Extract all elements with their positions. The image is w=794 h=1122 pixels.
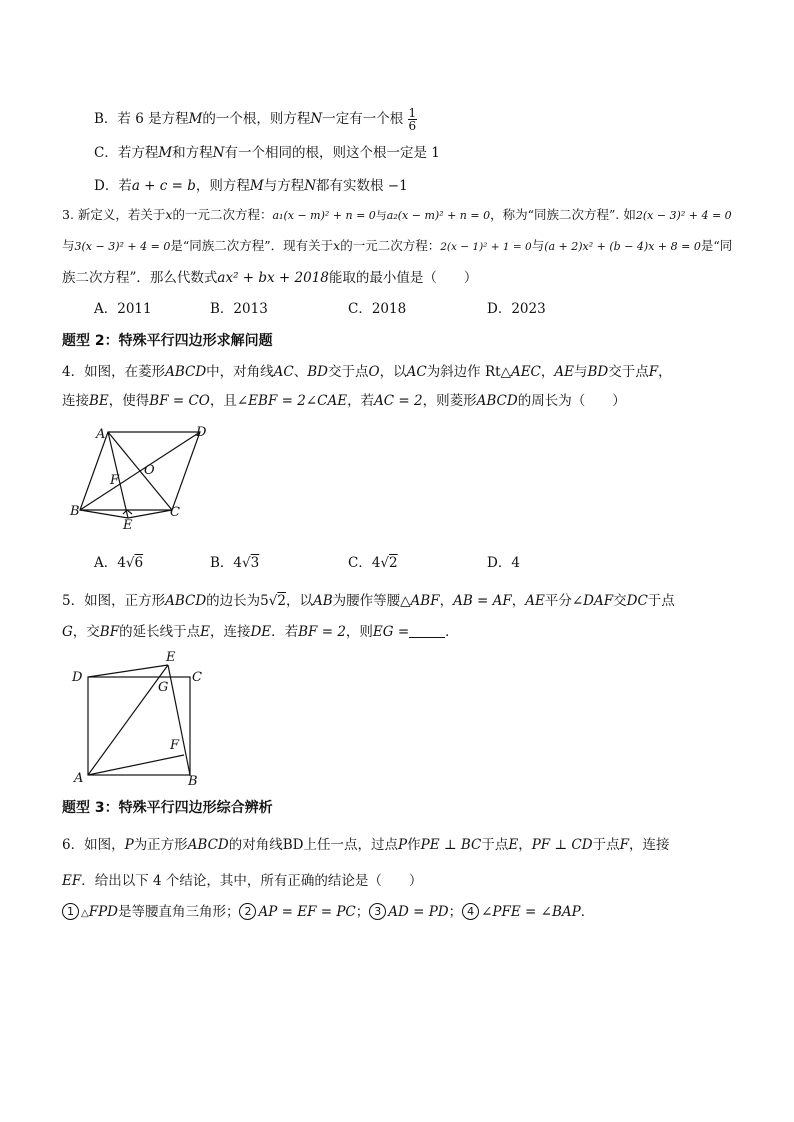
math: ∠EBF = 2∠CAE	[236, 393, 348, 409]
text: C．4	[348, 555, 381, 571]
section-heading-3: 题型 3：特殊平行四边形综合辨析	[62, 800, 273, 816]
q3-line-3	[62, 268, 477, 288]
var: AE	[525, 593, 545, 609]
option-label: D．	[94, 178, 119, 194]
text: 若方程	[117, 145, 159, 161]
text: ，以	[379, 364, 407, 380]
var: P	[124, 837, 134, 853]
var: BF	[99, 624, 120, 640]
option-a	[94, 553, 143, 573]
text: 平分	[544, 593, 572, 609]
text: 的一元二次方程：	[172, 207, 273, 222]
text: 的延长线于点	[119, 624, 201, 640]
text: ，连接	[209, 624, 251, 640]
text: 于点	[481, 837, 509, 853]
var: DC	[626, 593, 648, 609]
var: AB	[312, 593, 333, 609]
text: ，	[518, 837, 532, 853]
text: ．	[580, 904, 595, 920]
circled-number: 3	[369, 903, 386, 920]
text: ，若	[347, 393, 375, 409]
math: (a + 2)x² + (b − 4)x + 8 = 0	[544, 240, 701, 253]
text: 3. 新定义，若关于	[62, 207, 166, 222]
option-c: C．2018	[348, 301, 407, 317]
text: 作	[407, 837, 421, 853]
math: 3(x − 3)² + 4 = 0	[74, 240, 171, 253]
var: BD	[587, 364, 609, 380]
text: 6．如图，	[62, 837, 125, 853]
option-d: D．4	[487, 555, 520, 571]
text: 为斜边作 Rt△	[426, 364, 511, 380]
option-c	[348, 553, 398, 573]
text: 的一元二次方程：	[340, 238, 441, 253]
var: AC	[273, 364, 294, 380]
circled-number: 1	[62, 903, 79, 920]
math: ∠PFE = ∠BAP	[481, 904, 581, 920]
text: A．4	[94, 555, 126, 571]
label-o: O	[144, 463, 155, 478]
radical: √2	[380, 555, 398, 571]
var: BE	[89, 393, 109, 409]
label-f: F	[170, 738, 180, 753]
q3-line-2	[62, 236, 732, 257]
text: 的周长为（ ）	[517, 393, 626, 409]
text: 和方程	[172, 145, 213, 161]
option-d: D．2023	[487, 301, 546, 317]
radicand: 3	[250, 555, 260, 571]
var: ABCD	[187, 837, 229, 853]
q6-line-2	[62, 871, 422, 891]
var: ABCD	[165, 364, 207, 380]
label-f: F	[110, 473, 120, 488]
text: 为正方形	[133, 837, 188, 853]
q5-line-2	[62, 622, 459, 642]
rhombus-figure	[68, 420, 208, 532]
text: 为腰作等腰△	[332, 593, 411, 609]
option-b	[210, 553, 259, 573]
text: ，使得	[108, 393, 150, 409]
var: x	[165, 207, 173, 222]
var: G	[62, 624, 73, 640]
text: 于点	[592, 837, 620, 853]
math: a + c = b	[131, 178, 196, 194]
number: 5	[260, 593, 269, 609]
q2-option-d	[94, 176, 408, 196]
text: B．4	[210, 555, 243, 571]
text: ，且	[209, 393, 237, 409]
radical: √3	[242, 555, 260, 571]
math: BF = CO	[149, 393, 210, 409]
fraction	[408, 107, 418, 132]
math: AB = AF	[453, 593, 512, 609]
radicand: 6	[134, 555, 144, 571]
square-figure	[68, 645, 218, 787]
text: 若	[118, 178, 132, 194]
var: AE	[554, 364, 574, 380]
var: x	[333, 238, 341, 253]
text: 与	[62, 238, 75, 253]
label-a: A	[74, 771, 84, 786]
var: M	[188, 111, 203, 127]
text: ，交	[72, 624, 100, 640]
text: 是等腰直角三角形；	[117, 904, 240, 920]
text: 与	[531, 238, 545, 253]
math: PE ⊥ BC	[420, 837, 482, 853]
math: 2(x − 1)² + 1 = 0	[440, 241, 532, 253]
radicand: 2	[389, 555, 398, 571]
text: 一定有一个根	[322, 111, 404, 127]
text: 的对角线BD上任一点，过点	[228, 837, 399, 853]
circled-number: 4	[462, 903, 479, 920]
var: P	[398, 837, 408, 853]
label-e: E	[166, 650, 176, 665]
math: 2(x − 3)² + 4 = 0	[635, 209, 732, 222]
label-g: G	[158, 680, 169, 695]
text: 交于点	[608, 364, 649, 380]
var: ABF	[410, 593, 440, 609]
label-b: B	[70, 504, 80, 519]
text: 是“同	[700, 238, 733, 253]
text: 于点	[647, 593, 675, 609]
math: ∠DAF	[571, 593, 614, 609]
text: 与	[574, 364, 588, 380]
q2-option-b	[94, 107, 417, 132]
var: M	[249, 178, 264, 194]
text: ．	[445, 624, 459, 640]
label-a: A	[96, 427, 106, 442]
text: 与方程	[263, 178, 305, 194]
text: 中，对角线	[206, 364, 274, 380]
text: ，	[511, 593, 526, 609]
label-b: B	[188, 774, 198, 787]
var: N	[310, 111, 323, 127]
numerator: 1	[408, 106, 417, 120]
q4-line-2	[62, 391, 626, 411]
math: AC = 2	[374, 393, 423, 409]
text: ，连接	[628, 837, 670, 853]
label-c: C	[192, 670, 202, 685]
var: ABCD	[165, 593, 207, 609]
text: ，	[540, 364, 555, 380]
text: 都有实数根 −1	[316, 178, 408, 194]
math: PF ⊥ CD	[531, 837, 593, 853]
text: 交	[613, 593, 627, 609]
text: 若 6 是方程	[117, 111, 189, 127]
var: DE	[250, 624, 272, 640]
q6-line-1	[62, 835, 669, 855]
var: N	[304, 178, 317, 194]
var: E	[508, 837, 519, 853]
q4-line-1	[62, 362, 672, 382]
var: AEC	[510, 364, 541, 380]
text: ．若	[271, 624, 299, 640]
text: 连接	[62, 393, 89, 409]
text: ．给出以下 4 个结论，其中，所有正确的结论是（ ）	[81, 873, 423, 889]
text: ，则	[345, 624, 373, 640]
var: ABCD	[476, 393, 518, 409]
text: ，则菱形	[422, 393, 477, 409]
q3-line-1	[62, 205, 732, 226]
var: FPD	[88, 904, 118, 920]
text: ；	[355, 904, 370, 920]
q5-line-1	[62, 591, 675, 611]
var: N	[212, 145, 225, 161]
var: F	[648, 364, 659, 380]
math: EG =	[372, 624, 410, 640]
var: M	[158, 145, 173, 161]
text: 4．如图，在菱形	[62, 364, 166, 380]
math: AP = EF = PC	[258, 904, 356, 920]
text: ，	[439, 593, 454, 609]
text: 5．如图，正方形	[62, 593, 166, 609]
radicand: 2	[277, 593, 286, 609]
option-label: C．	[94, 145, 118, 161]
label-c: C	[170, 505, 180, 520]
text: 与	[375, 209, 387, 222]
math: a₂(x − m)² + n = 0	[386, 209, 491, 222]
var: AC	[406, 364, 427, 380]
text: 的一个根，则方程	[202, 111, 311, 127]
answer-blank[interactable]	[409, 623, 445, 638]
label-e: E	[123, 518, 133, 532]
label-d: D	[196, 425, 207, 440]
text: ，以	[285, 593, 313, 609]
var: O	[368, 364, 380, 380]
text: 是“同族二次方程”．现有关于	[170, 238, 334, 253]
text: 的边长为	[206, 593, 261, 609]
text: 交于点	[328, 364, 369, 380]
text: ；	[448, 904, 463, 920]
math: BF = 2	[298, 624, 346, 640]
text: 族二次方程”．那么代数式	[62, 270, 218, 286]
var: F	[619, 837, 629, 853]
radical: √2	[268, 593, 286, 609]
math: ax² + bx + 2018	[217, 270, 329, 286]
text: ，则方程	[195, 178, 250, 194]
text: ，	[658, 364, 672, 380]
radical: √6	[125, 555, 144, 571]
text: 有一个相同的根，则这个根一定是 1	[224, 145, 440, 161]
denominator: 6	[408, 119, 417, 133]
q2-option-c	[94, 143, 440, 163]
option-label: B．	[94, 111, 118, 127]
option-a: A．2011	[94, 301, 152, 317]
var: EF	[62, 873, 82, 889]
text: 、	[293, 364, 308, 380]
var: E	[200, 624, 210, 640]
section-heading-2: 题型 2：特殊平行四边形求解问题	[62, 333, 273, 349]
text: △	[81, 908, 89, 919]
text: 能取的最小值是（ ）	[328, 270, 478, 286]
option-b: B．2013	[210, 301, 268, 317]
circled-number: 2	[239, 903, 256, 920]
var: BD	[307, 364, 329, 380]
q6-conclusions	[62, 902, 594, 924]
math: AD = PD	[388, 904, 449, 920]
label-d: D	[72, 670, 83, 685]
text: ，称为“同族二次方程”. 如	[490, 207, 636, 222]
math: a₁(x − m)² + n = 0	[272, 209, 376, 222]
